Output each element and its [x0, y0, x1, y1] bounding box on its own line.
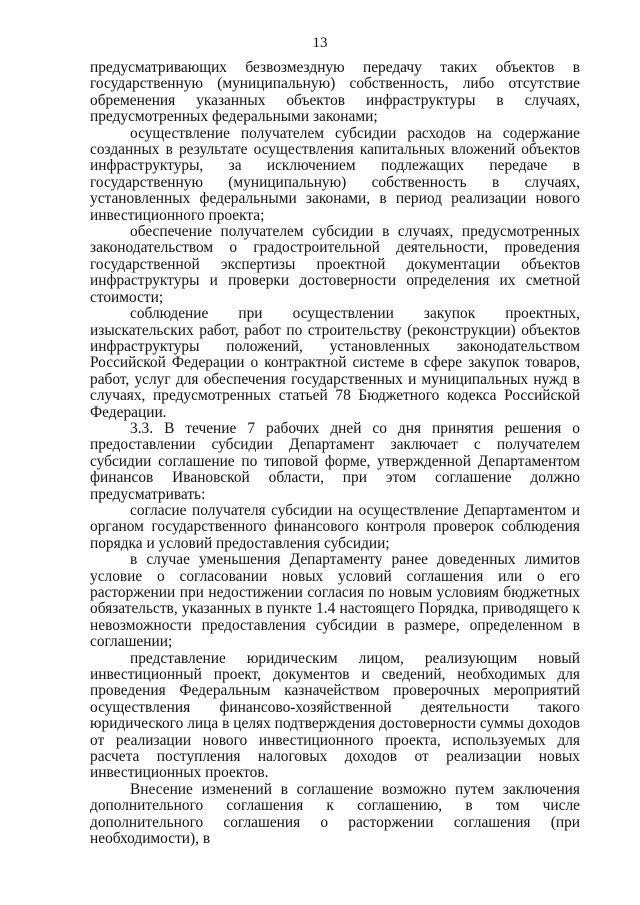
paragraph-documents-submission: представление юридическим лицом, реализующим новый инвестиционный проект, документов и сведений, необходимых для проведения Федеральным казначейством проверочных мероприятий осуществления финансово-хозяйственной деятельности такого юридического лица в целях подтверждения достоверности суммы доходов от реализации нового инвестиционного проекта, используемых для расчета поступления налоговых доходов от реализации новых инвестиционных проектов.: [90, 649, 580, 782]
paragraph-state-expertise: обеспечение получателем субсидии в случаях, предусмотренных законодательством о градостроительной деятельности, проведения государственной экспертизы проектной документации объектов инфраструктуры и проверки достоверности определения их сметной стоимости;: [90, 223, 580, 306]
page-number: 13: [312, 35, 328, 51]
paragraph-procurement: соблюдение при осуществлении закупок проектных, изыскательских работ, работ по строительству (реконструкции) объектов инфраструктуры положений, установленных законодательством Российской Федерации о контрактной системе в сфере закупок товаров, работ, услуг для обеспечения государственных и муниципальных нужд в случаях, предусмотренных статьей 78 Бюджетного кодекса Российской Федерации.: [90, 305, 580, 421]
paragraph-amendments: Внесение изменений в соглашение возможно путем заключения дополнительного соглашения к соглашению, в том числе дополнительного соглашения о расторжении соглашения (при необходимости), в: [90, 780, 580, 848]
paragraph-continuation: предусматривающих безвозмездную передачу таких объектов в государственную (муниципальную) собственность, либо отсутствие обременения указанных объектов инфраструктуры в случаях, предусмотренных федеральными законами;: [90, 59, 580, 126]
paragraph-limit-reduction: в случае уменьшения Департаменту ранее доведенных лимитов условие о согласовании новых условий соглашения или о его расторжении при недостижении согласия по новым условиям бюджетных обязательств, указанных в пункте 1.4 настоящего Порядка, приводящего к невозможности предоставления субсидии в размере, определенном в соглашении;: [90, 551, 580, 651]
paragraph-consent-audit: согласие получателя субсидии на осуществление Департаментом и органом государственного финансового контроля проверок соблюдения порядка и условий предоставления субсидии;: [90, 501, 580, 552]
paragraph-maintenance-costs: осуществление получателем субсидии расходов на содержание созданных в результате осуществления капитальных вложений объектов инфраструктуры, за исключением подлежащих передаче в государственную (муниципальную) собственность в случаях, установленных федеральными законами, в период реализации нового инвестиционного проекта;: [90, 124, 580, 224]
paragraph-section-3-3: 3.3. В течение 7 рабочих дней со дня принятия решения о предоставлении субсидии Департамент заключает с получателем субсидии соглашение по типовой форме, утвержденной Департаментом финансов Ивановской области, при этом соглашение должно предусматривать:: [90, 419, 580, 503]
body-text: [90, 60, 580, 848]
